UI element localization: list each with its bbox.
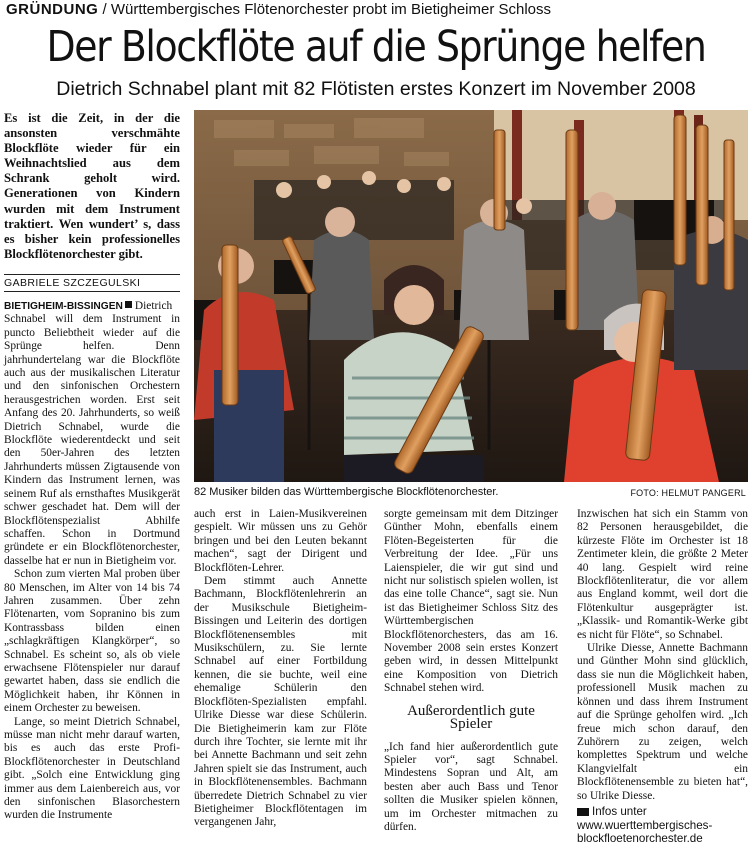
dateline: BIETIGHEIM-BISSINGEN [4, 301, 123, 312]
orchestra-photo-illustration [194, 110, 748, 482]
article-column-1 [4, 300, 180, 823]
column-4-paragraph-2: Ulrike Diesse, Annette Bachmann und Günther Mohn sind glücklich, dass sie nun die Möglichkeit haben, professionell Musik machen zu können und dass ihrem Instrument auf die Sprünge geholfen wird. „Ich freue mich schon darauf, den Zuhörern zu zeigen, welch komplettes Spektrum und welche Klangvielfalt ein Blockflötenensemble zu bieten hat“, so Ulrike Diesse. [577, 642, 748, 802]
photo-caption: 82 Musiker bilden das Württembergische Blockflötenorchester. [194, 486, 499, 498]
orchestra-photo [194, 110, 748, 482]
rubric: GRÜNDUNG [6, 1, 99, 18]
info-square-icon [577, 808, 589, 816]
info-box [577, 805, 748, 846]
column-1-paragraph-2: Schon zum vierten Mal proben über 80 Menschen, im Alter von 14 bis 74 Jahren zusammen. Über zehn Flötenarten, vom Sopranino bis zum Kontrassbass bilden einen „schlagkräftigen Klangkörper“, so Schnabel. Es scheint so, als ob viele erwachsene Flötenspieler nur darauf gewartet haben, dass sie endlich die Möglichkeit haben, ihr Können in einem Orchester zu beweisen. [4, 568, 180, 715]
topic-line: / Württembergisches Flötenorchester probt im Bietigheimer Schloss [98, 1, 552, 18]
article-column-3 [384, 508, 558, 834]
author-rule-top [4, 274, 180, 275]
intro-text: Es ist die Zeit, in der die ansonsten verschmähte Blockflöte wieder für ein Weihnachtslied aus dem Schrank geholt wird. Generationen von Kindern wurden mit dem Instrument traktiert. Wen wundert’ s, dass es bisher kein professionelles Blockflötenorchester gibt. [4, 111, 180, 261]
column-1-paragraph-1-text: Dietrich Schnabel will dem Instrument in puncto Beliebtheit wieder auf die Sprünge helfen. Denn jahrhundertelang war die Blockflöte auch aus der musikalischen Literatur und den sinfonischen Orchestern herausgestrichen worden. Erst seit Anfang des 20. Jahrhunderts, so weiß Dietrich Schnabel, wurde die Blockflöte wiederentdeckt und seit den 50er-Jahren des letzten Jahrhunderts müssen Zigtausende von Kindern das Instrument lernen, was seinem Ruf als ernsthaftes Musikgerät schwer geschadet hat. Dem will der Blockflötenspezialist Abhilfe schaffen. Schon in Dortmund gründete er ein Blockflötenorchester, dasselbe hat er nun in Bietigheim vor. [4, 300, 180, 567]
article-column-4 [577, 508, 748, 846]
kicker [6, 1, 551, 18]
column-3-paragraph-2: „Ich fand hier außerordentlich gute Spieler vor“, sagt Schnabel. Mindestens Sopran und Alt, am besten aber auch Bass und Tenor sollten die Musiker spielen können, um im Orchester mitmachen zu dürfen. [384, 740, 558, 833]
subheadline: Dietrich Schnabel plant mit 82 Flötisten erstes Konzert im November 2008 [56, 78, 696, 100]
info-url[interactable]: www.wuerttembergisches-blockfloetenorchester.de [577, 818, 713, 846]
dateline-square-icon [125, 301, 132, 308]
column-1-paragraph-1 [4, 300, 180, 568]
column-4-paragraph-1: Inzwischen hat sich ein Stamm von 82 Personen herausgebildet, die kürzeste Flöte im Orchester ist 18 Zentimeter klein, die größte 2 Meter 40 lang. Gespielt wird reine Blockflötenliteratur, die vor allem aus England kommt, weil dort die Flötenkultur ausgeprägter ist. „Klassik- und Romantik-Werke gibt es nicht für Flöte“, so Schnabel. [577, 508, 748, 641]
column-2-paragraph-2: Dem stimmt auch Annette Bachmann, Blockflötenlehrerin an der Musikschule Bietigheim-Bissingen und Leiterin des dortigen Blockflötenensembles mit Musikschülern, zu. Sie lernte Schnabel auf einer Fortbildung kennen, die sie buchte, weil eine ehemalige Schülerin den Blockflöten-Spezialisten empfahl. Ulrike Diesse war diese Schülerin. Die Bietigheimerin kam zur Flöte durch ihre Tochter, sie lernte mit ihr bei Annette Bachmann und seit zehn Jahren spielt sie das Instrument, auch in Blockflötenensembles. Bachmann überredete Dietrich Schnabel zu vier Bietigheimer Blockflötentagen im vergangenen Jahr, [194, 575, 367, 829]
column-1-paragraph-3: Lange, so meint Dietrich Schnabel, müsse man nicht mehr darauf warten, bis es auch das erste Profi-Blockflötenorchester in Deutschland gibt. „Solch eine Entwicklung ging immer aus dem Laienbereich aus, vor den sinfonischen Blasorchestern wurden die Instrumente [4, 715, 180, 822]
column-3-paragraph-1: sorgte gemeinsam mit dem Ditzinger Günther Mohn, ebenfalls einem Flöten-Begeisterten für die Verbreitung der Idee. „Für uns Laienspieler, die wir gut sind und nicht nur solistisch spielen wollen, ist das eine tolle Chance“, sagt sie. Nun ist das Bietigheimer Schloss Sitz des Württembergischen Blockflötenorchesters, das am 16. November 2008 sein erstes Konzert geben wird, in dessen Mittelpunkt eine Komposition von Dietrich Schnabel stehen wird. [384, 508, 558, 695]
author-byline: GABRIELE SZCZEGULSKI [4, 277, 141, 289]
author-rule-bottom [4, 291, 180, 292]
info-label: Infos unter [592, 804, 647, 818]
section-subheading: Außerordentlich gute Spieler [407, 702, 535, 733]
headline: Der Blockflöte auf die Sprünge helfen [46, 22, 706, 72]
photo-credit: FOTO: HELMUT PANGERL [630, 488, 746, 498]
article-column-2 [194, 508, 367, 830]
column-2-paragraph-1: auch erst in Laien-Musikvereinen gespielt. Wir müssen uns zu Gehör bringen und bei den Leuten bekannt machen“, sagt der Dirigent und Blockflöten-Lehrer. [194, 508, 367, 574]
